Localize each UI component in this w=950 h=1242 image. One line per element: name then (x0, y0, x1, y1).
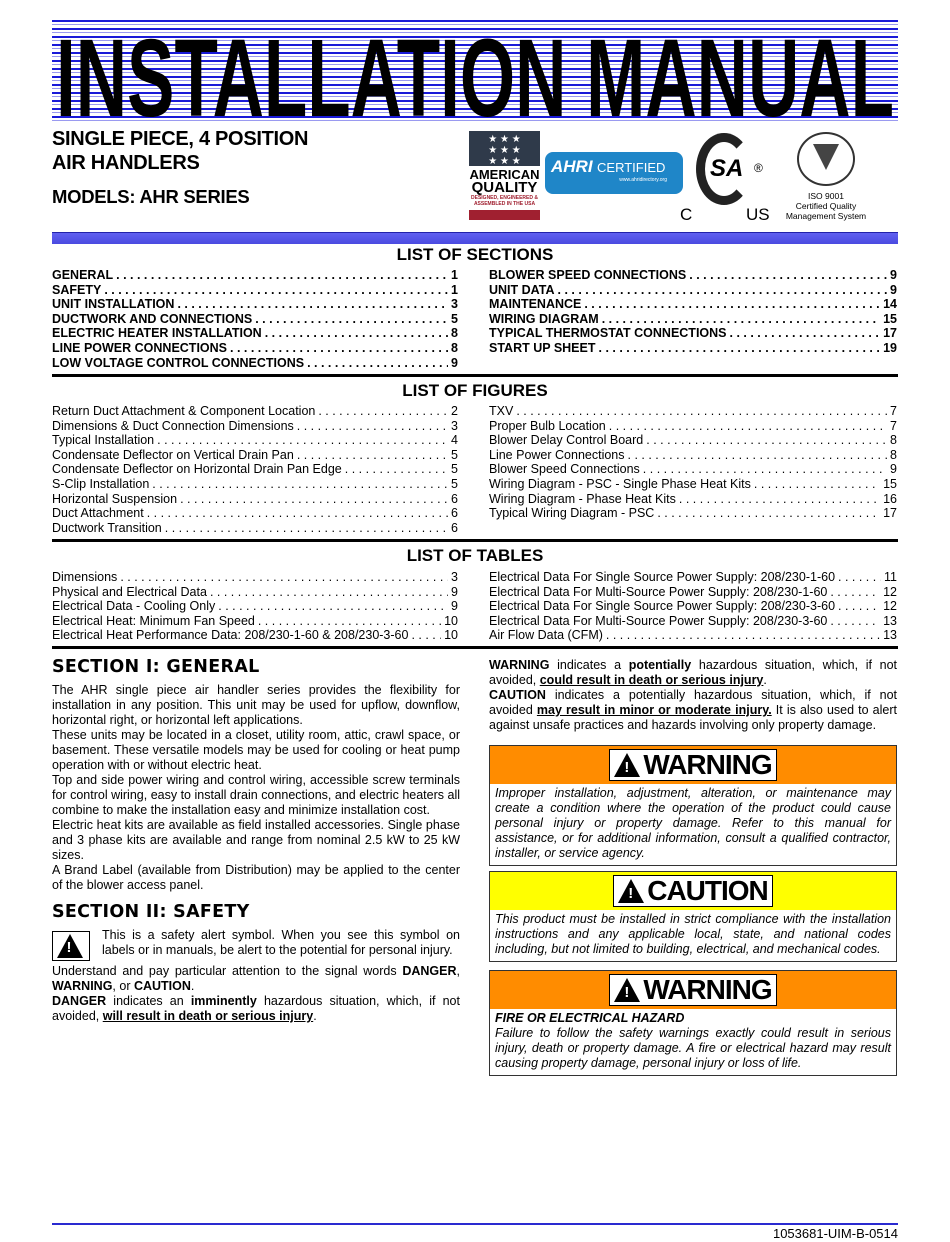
tables-left-column (52, 570, 458, 643)
toc-entry[interactable] (489, 433, 897, 448)
section-general (52, 656, 460, 1024)
toc-entry-label: BLOWER SPEED CONNECTIONS (489, 268, 687, 282)
toc-entry-label: TYPICAL THERMOSTAT CONNECTIONS (489, 326, 727, 341)
dot-leader (730, 326, 881, 341)
toc-entry-page: 5 (451, 311, 458, 326)
aq-tag2: ASSEMBLED IN THE USA (473, 201, 536, 207)
toc-entry-label: Wiring Diagram - PSC - Single Phase Heat Kits (489, 476, 751, 491)
toc-entry-label: SAFETY (52, 282, 102, 297)
toc-entry-label: Blower Speed Connections (489, 462, 640, 477)
footer-rule (52, 1223, 898, 1225)
warning-text: Failure to follow the safety warnings exactly could result in serious injury, death or property damage. A fire or electrical hazard may result causing property damage, personal injury or loss of life. (495, 1026, 891, 1070)
toc-entry-page: 9 (890, 462, 897, 477)
toc-entry[interactable] (52, 326, 458, 341)
csa-registered: ® (754, 161, 763, 175)
caution-box (489, 871, 897, 962)
dot-leader (152, 477, 448, 492)
toc-entry-label: MAINTENANCE (489, 297, 582, 312)
toc-entry-label: Dimensions (52, 570, 118, 584)
toc-entry[interactable] (489, 506, 897, 521)
toc-entry[interactable] (489, 614, 897, 629)
dot-leader (830, 585, 880, 600)
dot-leader (584, 297, 880, 312)
csa-logo (680, 133, 774, 225)
dot-leader (345, 462, 448, 477)
aq-line2: QUALITY (471, 179, 538, 196)
toc-entry-page: 7 (890, 418, 897, 433)
divider (52, 646, 898, 649)
dot-leader (297, 419, 448, 434)
dot-leader (838, 599, 880, 614)
dot-leader (838, 570, 881, 585)
dot-leader (157, 433, 448, 448)
toc-entry-page: 7 (890, 404, 897, 418)
section-heading: SECTION II: SAFETY (52, 902, 250, 922)
toc-entry-page: 8 (890, 447, 897, 462)
alert-triangle-icon (618, 879, 644, 903)
fire-warning-box (489, 970, 897, 1076)
toc-entry-page: 4 (451, 433, 458, 448)
paragraph: These units may be located in a closet, utility room, attic, crawl space, or basement. These versatile models may be used for cooling or heat pump operation with or without electric heat. (52, 728, 460, 772)
dot-leader (657, 506, 880, 521)
toc-entry[interactable] (489, 283, 897, 298)
toc-entry-label: Proper Bulb Location (489, 418, 606, 433)
toc-entry-page: 13 (883, 613, 897, 628)
divider (52, 374, 898, 377)
toc-entry-label: Ductwork Transition (52, 520, 162, 535)
dot-leader (318, 404, 448, 419)
ahri-url: www.ahridirectory.org (619, 177, 667, 183)
warning-header (490, 971, 896, 1009)
toc-entry-page: 17 (883, 326, 897, 341)
dot-leader (609, 419, 887, 434)
dot-leader (120, 570, 448, 585)
toc-entry[interactable] (489, 268, 897, 283)
toc-entry[interactable] (52, 419, 458, 434)
caution-text: This product must be installed in strict compliance with the installation instructions and any applicable local, state, and national codes including, but not limited to building, electrical, and mechanical codes. (495, 912, 891, 956)
toc-entry-label: Blower Delay Control Board (489, 433, 644, 448)
toc-entry-page: 11 (884, 570, 897, 584)
toc-entry[interactable] (489, 312, 897, 327)
tables-right-column (489, 570, 897, 643)
toc-entry[interactable] (52, 628, 458, 643)
toc-entry[interactable] (52, 462, 458, 477)
toc-entry-page: 9 (451, 599, 458, 614)
toc-entry[interactable] (52, 599, 458, 614)
list-of-tables-title: LIST OF TABLES (406, 546, 544, 565)
dot-leader (599, 341, 881, 356)
paragraph: A Brand Label (available from Distribution) may be applied to the center of the blower access panel. (52, 863, 460, 892)
dot-leader (307, 356, 448, 371)
dot-leader (210, 585, 448, 600)
list-of-sections-title: LIST OF SECTIONS (396, 245, 554, 264)
toc-entry-label: DUCTWORK AND CONNECTIONS (52, 311, 253, 326)
toc-entry-label: S-Clip Installation (52, 476, 150, 491)
ahri-certified-logo (545, 152, 683, 194)
american-quality-logo: ★ ★ ★ ★ ★ ★ ★ ★ ★ AMERICAN QUALITY DESIGNED, ENGINEERED & ASSEMBLED IN THE USA (469, 131, 540, 225)
toc-entry-label: Electrical Heat Performance Data: 208/230-1-60 & 208/230-3-60 (52, 628, 409, 643)
csa-text: SA (710, 155, 744, 182)
subtitle-line1: SINGLE PIECE, 4 POSITION (52, 128, 309, 150)
toc-entry-page: 15 (883, 476, 897, 491)
paragraph: Electric heat kits are available as field installed accessories. Single phase and 3 phase kits are available and range from nominal 2.5 kW to 25 kW sizes. (52, 818, 460, 862)
warning-box (489, 745, 897, 866)
dot-leader (628, 448, 888, 463)
toc-entry-page: 8 (890, 433, 897, 448)
warning-label: WARNING (643, 974, 772, 1005)
aq-line1: AMERICAN (469, 167, 540, 182)
toc-entry-page: 1 (451, 282, 458, 297)
dot-leader (218, 599, 448, 614)
toc-entry-label: Electrical Data - Cooling Only (52, 599, 216, 614)
toc-entry[interactable] (489, 492, 897, 507)
toc-entry[interactable] (52, 477, 458, 492)
dot-leader (104, 283, 448, 298)
toc-entry-label: Typical Wiring Diagram - PSC (489, 506, 655, 521)
subtitle-line2: AIR HANDLERS (52, 152, 200, 174)
dot-leader (297, 448, 448, 463)
sections-left-column (52, 268, 458, 370)
toc-entry[interactable] (52, 341, 458, 356)
document-number: 1053681-UIM-B-0514 (772, 1226, 898, 1241)
toc-entry-label: TXV (489, 404, 514, 418)
toc-entry-label: Duct Attachment (52, 506, 144, 521)
toc-entry[interactable] (52, 312, 458, 327)
toc-entry-label: WIRING DIAGRAM (489, 311, 599, 326)
toc-entry[interactable] (52, 521, 458, 536)
warning-header (490, 746, 896, 784)
toc-entry[interactable] (489, 477, 897, 492)
dot-leader (606, 628, 880, 643)
toc-entry-page: 3 (451, 418, 458, 433)
toc-entry-label: Condensate Deflector on Vertical Drain Pan (52, 447, 294, 462)
toc-entry-page: 10 (444, 628, 458, 643)
warning-text: Improper installation, adjustment, alteration, or maintenance may create a condition where the operation of the product could cause personal injury or property damage. Refer to this manual for assistance, or for additional information, consult a qualified contractor, installer, or service agency. (495, 786, 891, 860)
toc-entry-label: Electrical Data For Single Source Power Supply: 208/230-1-60 (489, 570, 836, 584)
safety-alert-symbol-icon (52, 931, 90, 961)
dot-leader (411, 628, 441, 643)
toc-entry-page: 1 (451, 268, 458, 282)
dot-leader (602, 312, 880, 327)
toc-entry-label: START UP SHEET (489, 340, 596, 355)
toc-entry[interactable] (52, 404, 458, 419)
dot-leader (646, 433, 887, 448)
toc-entry-label: Condensate Deflector on Horizontal Drain Pan Edge (52, 462, 342, 477)
toc-entry-label: Electrical Data For Multi-Source Power Supply: 208/230-3-60 (489, 613, 828, 628)
toc-entry-page: 2 (451, 404, 458, 418)
paragraph: This is a safety alert symbol. When you see this symbol on labels or in manuals, be alert to the potential for personal injury. (102, 928, 460, 957)
toc-entry-page: 12 (883, 599, 897, 614)
toc-entry[interactable] (489, 404, 897, 419)
toc-entry-label: Dimensions & Duct Connection Dimensions (52, 418, 294, 433)
caution-label: CAUTION (647, 875, 768, 906)
toc-entry-label: Typical Installation (52, 433, 155, 448)
toc-entry-page: 5 (451, 462, 458, 477)
iso-line2: Certified Quality (795, 201, 857, 211)
toc-entry-page: 17 (883, 506, 897, 521)
toc-entry[interactable] (52, 356, 458, 371)
dot-leader (255, 312, 448, 327)
toc-entry-label: Wiring Diagram - Phase Heat Kits (489, 491, 676, 506)
toc-entry-label: Horizontal Suspension (52, 491, 178, 506)
ahri-certified-text: CERTIFIED (597, 160, 666, 175)
figures-right-column (489, 404, 897, 521)
toc-entry-label: UNIT DATA (489, 282, 555, 297)
toc-entry-page: 3 (451, 297, 458, 312)
toc-entry[interactable] (52, 297, 458, 312)
toc-entry[interactable] (489, 599, 897, 614)
toc-entry-page: 16 (883, 491, 897, 506)
toc-entry[interactable] (52, 268, 458, 283)
toc-entry-label: LINE POWER CONNECTIONS (52, 340, 228, 355)
dot-leader (754, 477, 880, 492)
toc-entry-page: 9 (890, 268, 897, 282)
dot-leader (180, 492, 448, 507)
toc-entry[interactable] (52, 283, 458, 298)
toc-entry-label: Electrical Data For Multi-Source Power Supply: 208/230-1-60 (489, 584, 828, 599)
dot-leader (558, 283, 888, 298)
toc-entry[interactable] (52, 570, 458, 585)
signal-word-definitions (489, 658, 897, 733)
section-heading: SECTION I: GENERAL (52, 657, 260, 677)
toc-entry-page: 9 (451, 584, 458, 599)
ahri-text: AHRI (551, 157, 593, 176)
dot-leader (643, 462, 887, 477)
toc-entry-label: Air Flow Data (CFM) (489, 628, 603, 643)
toc-entry-label: Electrical Heat: Minimum Fan Speed (52, 613, 255, 628)
list-of-figures-title: LIST OF FIGURES (402, 381, 548, 400)
csa-c: C (680, 205, 693, 224)
sections-right-column (489, 268, 897, 356)
toc-entry-label: Line Power Connections (489, 447, 625, 462)
alert-triangle-icon (614, 753, 640, 777)
aq-tag1: DESIGNED, ENGINEERED & (471, 195, 538, 201)
csa-us: US (746, 205, 770, 224)
toc-entry-label: LOW VOLTAGE CONTROL CONNECTIONS (52, 355, 305, 370)
dot-leader (258, 614, 441, 629)
toc-entry[interactable] (52, 448, 458, 463)
dot-leader (830, 614, 880, 629)
iso-line3: Management System (785, 211, 867, 221)
dot-leader (679, 492, 880, 507)
toc-entry-page: 15 (883, 311, 897, 326)
document-title-graphic (52, 22, 898, 122)
toc-entry-page: 8 (451, 326, 458, 341)
toc-entry[interactable] (52, 433, 458, 448)
dot-leader (177, 297, 448, 312)
divider (52, 539, 898, 542)
iso-line1: ISO 9001 (808, 191, 844, 201)
toc-entry[interactable] (52, 585, 458, 600)
toc-entry[interactable] (489, 628, 897, 643)
toc-entry[interactable] (489, 419, 897, 434)
dot-leader (230, 341, 448, 356)
toc-entry[interactable] (489, 570, 897, 585)
toc-entry-label: UNIT INSTALLATION (52, 297, 175, 312)
toc-entry[interactable] (52, 506, 458, 521)
paragraph: Understand and pay particular attention to the signal words DANGER, WARNING, or CAUTION. (52, 964, 460, 993)
toc-entry-page: 6 (451, 491, 458, 506)
dot-leader (265, 326, 448, 341)
dot-leader (165, 521, 448, 536)
paragraph: CAUTION indicates a potentially hazardous situation, which, if not avoided may result in minor or moderate injury. It is also used to alert against unsafe practices and hazards involving only property damage. (489, 688, 897, 732)
toc-entry-page: 8 (451, 340, 458, 355)
toc-entry-label: ELECTRIC HEATER INSTALLATION (52, 326, 262, 341)
toc-entry[interactable] (489, 326, 897, 341)
toc-entry[interactable] (489, 462, 897, 477)
figures-left-column (52, 404, 458, 535)
hazard-title: FIRE OR ELECTRICAL HAZARD (495, 1011, 685, 1025)
toc-entry-page: 6 (451, 506, 458, 521)
paragraph: DANGER indicates an imminently hazardous situation, which, if not avoided, will result in death or serious injury. (52, 994, 460, 1023)
dot-leader (147, 506, 448, 521)
toc-entry-page: 9 (890, 282, 897, 297)
toc-entry-label: Return Duct Attachment & Component Location (52, 404, 316, 418)
toc-entry[interactable] (52, 492, 458, 507)
toc-entry[interactable] (52, 614, 458, 629)
toc-entry-page: 10 (444, 613, 458, 628)
toc-entry[interactable] (489, 585, 897, 600)
header-divider-bar (52, 232, 898, 244)
toc-entry-label: Physical and Electrical Data (52, 584, 207, 599)
caution-header (490, 872, 896, 910)
warning-label: WARNING (643, 749, 772, 780)
toc-entry-page: 13 (883, 628, 897, 643)
toc-entry-page: 3 (451, 570, 458, 584)
alert-triangle-icon (614, 978, 640, 1002)
paragraph: WARNING indicates a potentially hazardous situation, which, if not avoided, could result in death or serious injury. (489, 658, 897, 687)
right-column (489, 658, 897, 1076)
paragraph: The AHR single piece air handler series provides the flexibility for installation in any position. This unit may be used for upflow, downflow, horizontal right, or horizontal left applications. (52, 683, 460, 727)
dot-leader (516, 404, 887, 419)
iso-logo (780, 132, 872, 224)
paragraph: Top and side power wiring and control wiring, accessible screw terminals for control wiring, easy to install drain connections, and electric heaters all combine to make the installation easy and minimize installation cost. (52, 773, 460, 817)
toc-entry[interactable] (489, 341, 897, 356)
toc-entry-page: 6 (451, 520, 458, 535)
models-line: MODELS: AHR SERIES (52, 186, 250, 207)
dot-leader (689, 268, 887, 283)
toc-entry-page: 19 (883, 340, 897, 355)
toc-entry-page: 5 (451, 476, 458, 491)
dot-leader (116, 268, 448, 283)
document-title: INSTALLATION MANUAL (56, 22, 894, 122)
toc-entry[interactable] (489, 297, 897, 312)
toc-entry-label: Electrical Data For Single Source Power Supply: 208/230-3-60 (489, 599, 836, 614)
toc-entry-page: 9 (451, 355, 458, 370)
toc-entry-page: 5 (451, 447, 458, 462)
toc-entry-page: 12 (883, 584, 897, 599)
toc-entry[interactable] (489, 448, 897, 463)
toc-entry-page: 14 (883, 297, 897, 312)
toc-entry-label: GENERAL (52, 268, 114, 282)
